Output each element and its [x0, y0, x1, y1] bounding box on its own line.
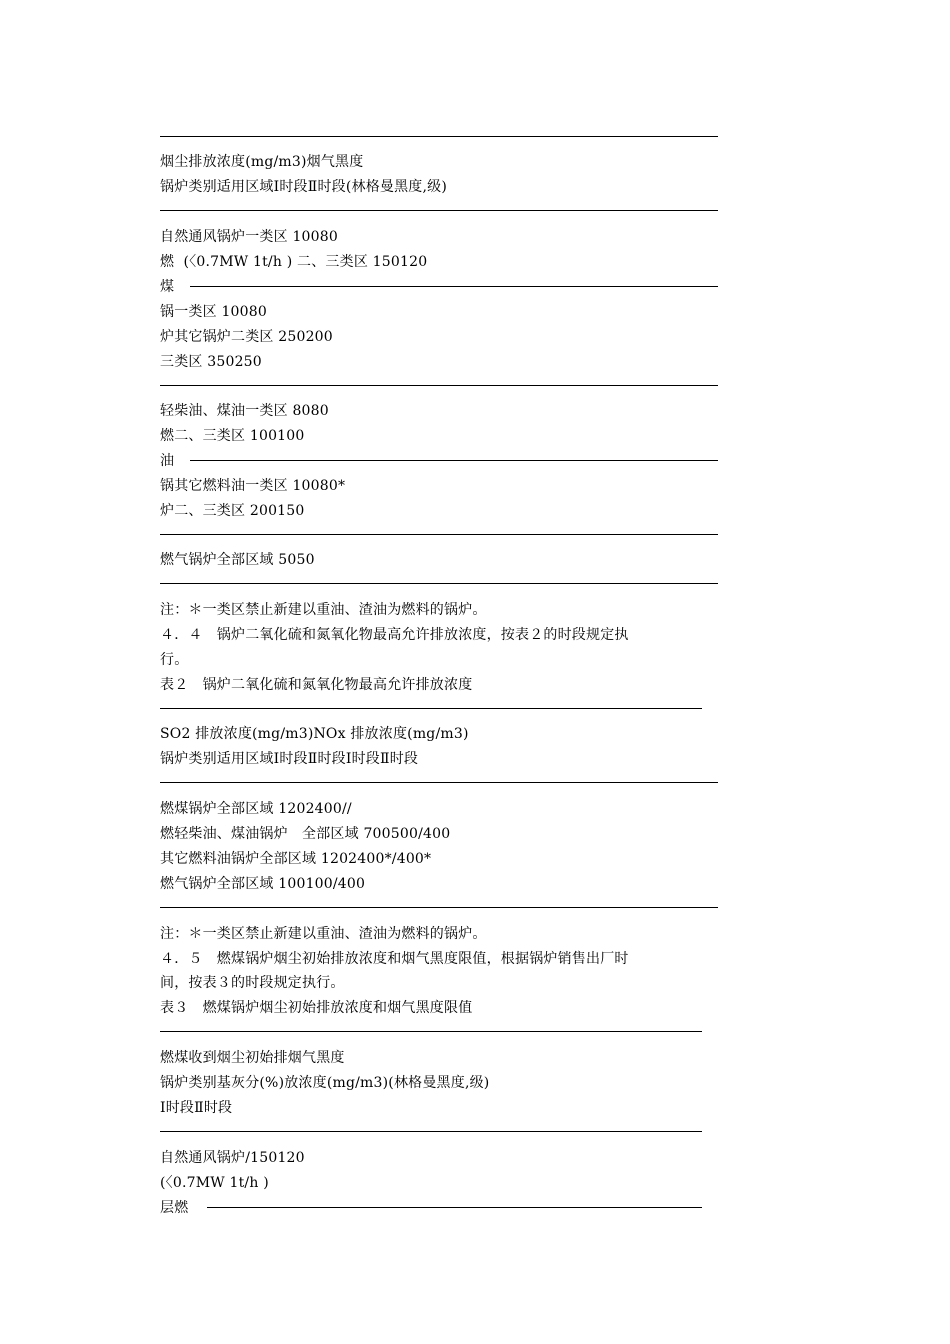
section-4-4-line2: 行。 — [160, 652, 189, 668]
table3-row1: 自然通风锅炉/150120 — [160, 1150, 305, 1166]
table1-gas-row: 燃气锅炉全部区域 5050 — [160, 552, 315, 568]
note-1: 注：＊一类区禁止新建以重油、渣油为燃料的锅炉。 — [160, 602, 487, 618]
table1-coal-side-label: 煤 — [160, 279, 175, 295]
table1-top-rule — [160, 136, 718, 137]
table1-oil-other-2: 炉二、三类区 200150 — [160, 503, 305, 519]
table1-oil-light-1: 轻柴油、煤油一类区 8080 — [160, 403, 329, 419]
section-4-4-line1: ４．４ 锅炉二氧化硫和氮氧化物最高允许排放浓度，按表２的时段规定执 — [160, 627, 629, 643]
table2-header-line2: 锅炉类别适用区域Ⅰ时段Ⅱ时段Ⅰ时段Ⅱ时段 — [160, 751, 419, 767]
table1-oil-light-2: 燃二、三类区 100100 — [160, 428, 305, 444]
table2-row3: 其它燃料油锅炉全部区域 1202400*/400* — [160, 851, 432, 867]
table1-coal-rule — [160, 385, 718, 386]
table2-header-rule — [160, 782, 718, 783]
section-4-5-line1: ４．５ 燃煤锅炉烟尘初始排放浓度和烟气黑度限值，根据锅炉销售出厂时 — [160, 951, 629, 967]
table3-row3-label: 层燃 — [160, 1200, 189, 1216]
table3-row2: (〈0.7MW 1t/h ) — [160, 1175, 269, 1191]
table1-oil-other-1: 锅其它燃料油一类区 10080* — [160, 478, 346, 494]
table1-oil-rule — [160, 534, 718, 535]
table1-header-line2: 锅炉类别适用区域Ⅰ时段Ⅱ时段(林格曼黑度,级) — [160, 179, 448, 195]
table1-coal-natural-draft-2: 燃 (〈0.7MW 1t/h ) 二、三类区 150120 — [160, 254, 428, 270]
table3-title: 表３ 燃煤锅炉烟尘初始排放浓度和烟气黑度限值 — [160, 1000, 473, 1016]
table2-row4: 燃气锅炉全部区域 100100/400 — [160, 876, 366, 892]
table1-coal-other-2: 炉其它锅炉二类区 250200 — [160, 329, 333, 345]
table1-oil-side-label: 油 — [160, 453, 175, 469]
table2-row1: 燃煤锅炉全部区域 1202400// — [160, 801, 352, 817]
section-4-5-line2: 间，按表３的时段规定执行。 — [160, 975, 345, 991]
table3-header-line2: 锅炉类别基灰分(%)放浓度(mg/m3)(林格曼黑度,级) — [160, 1075, 490, 1091]
table1-coal-inner-rule — [190, 286, 718, 287]
table3-header-line3: Ⅰ时段Ⅱ时段 — [160, 1100, 233, 1116]
table2-header-line1: SO2 排放浓度(mg/m3)NOx 排放浓度(mg/m3) — [160, 726, 469, 742]
table1-coal-other-1: 锅一类区 10080 — [160, 304, 267, 320]
table3-header-line1: 燃煤收到烟尘初始排烟气黑度 — [160, 1050, 345, 1066]
table3-inner-rule — [207, 1207, 702, 1208]
table1-header-line1: 烟尘排放浓度(mg/m3)烟气黑度 — [160, 154, 364, 170]
table2-row2: 燃轻柴油、煤油锅炉 全部区域 700500/400 — [160, 826, 451, 842]
table2-top-rule — [160, 708, 702, 709]
table1-header-rule — [160, 210, 718, 211]
table1-oil-inner-rule — [190, 460, 718, 461]
table1-coal-other-3: 三类区 350250 — [160, 354, 262, 370]
table1-coal-natural-draft-1: 自然通风锅炉一类区 10080 — [160, 229, 338, 245]
table3-top-rule — [160, 1031, 702, 1032]
table2-title: 表２ 锅炉二氧化硫和氮氧化物最高允许排放浓度 — [160, 677, 473, 693]
table3-header-rule — [160, 1131, 702, 1132]
table1-bottom-rule — [160, 583, 718, 584]
table2-bottom-rule — [160, 907, 718, 908]
note-2: 注：＊一类区禁止新建以重油、渣油为燃料的锅炉。 — [160, 926, 487, 942]
